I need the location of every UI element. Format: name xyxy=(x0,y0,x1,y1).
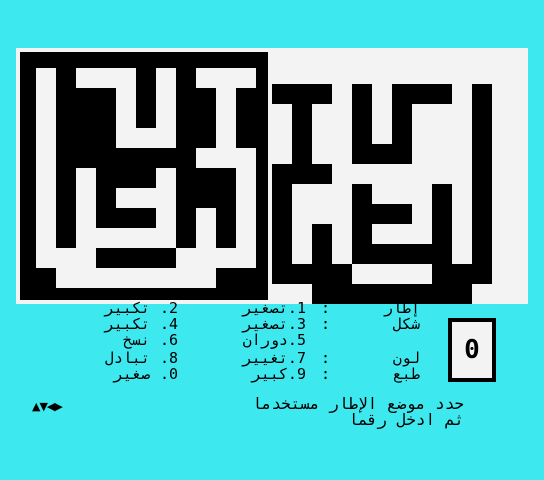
menu-label-shape: شكل xyxy=(392,315,420,333)
instruction-line-2: ثم ادخل رقما xyxy=(348,410,464,429)
menu-label-print: طبع xyxy=(392,365,420,383)
menu-option-number: 8. xyxy=(159,349,178,367)
menu-option-color-change[interactable]: 7.تغيير xyxy=(242,349,306,367)
calligraphy-artwork xyxy=(16,48,528,304)
instruction-line-1: حدد موضع الإطار مستخدما xyxy=(252,394,464,413)
menu-option-shape-shrink[interactable]: 3.تصغير xyxy=(242,315,306,333)
menu-option-color-swap[interactable]: تبادل xyxy=(104,349,150,367)
artwork-canvas[interactable] xyxy=(16,48,528,304)
menu-option-number: 0. xyxy=(159,365,178,383)
left-glyph-stroke xyxy=(156,168,176,228)
right-glyph-stroke xyxy=(272,184,292,284)
menu-row-color xyxy=(40,350,420,366)
menu-option-number: 4. xyxy=(159,315,178,333)
right-glyph-stroke xyxy=(352,84,372,164)
menu-row-rotate xyxy=(40,332,420,348)
left-glyph-stroke xyxy=(76,68,136,88)
right-glyph-stroke xyxy=(472,84,492,284)
menu-separator: : xyxy=(320,365,330,383)
menu-option-shape-enlarge[interactable]: تكبير xyxy=(104,315,150,333)
left-glyph-stroke xyxy=(56,268,216,288)
arrow-keys-icon: ▲▼◀▶ xyxy=(32,400,62,413)
menu-option-frame-enlarge[interactable]: تكبير xyxy=(104,299,150,317)
right-glyph-stroke xyxy=(272,164,332,184)
left-glyph-stroke xyxy=(96,228,176,248)
left-glyph-stroke xyxy=(116,88,136,128)
right-glyph-stroke xyxy=(352,244,432,264)
left-glyph-stroke xyxy=(156,68,176,148)
left-glyph-stroke xyxy=(196,208,216,248)
command-menu xyxy=(40,300,420,384)
right-glyph-stroke xyxy=(392,104,412,144)
menu-label-frame: إطار xyxy=(383,299,420,317)
left-glyph-stroke xyxy=(196,68,256,88)
menu-label-color: لون xyxy=(392,349,420,367)
right-glyph-stroke xyxy=(312,224,332,264)
left-glyph-stroke xyxy=(236,168,256,268)
menu-option-frame-shrink[interactable]: 1.تصغير xyxy=(242,299,306,317)
right-glyph-stroke xyxy=(372,204,412,224)
right-glyph-stroke xyxy=(432,184,452,284)
left-glyph-stroke xyxy=(196,148,256,168)
left-glyph-stroke xyxy=(216,88,236,148)
menu-separator: : xyxy=(320,299,330,317)
menu-option-copy[interactable]: نسخ xyxy=(122,331,150,349)
number-input-value: 0 xyxy=(464,335,480,365)
menu-row-print xyxy=(40,366,420,382)
right-glyph-stroke xyxy=(272,84,332,104)
right-glyph-stroke xyxy=(352,184,372,244)
menu-separator: : xyxy=(320,315,330,333)
left-glyph-stroke xyxy=(116,188,156,208)
number-input-inner xyxy=(452,322,492,378)
left-glyph-stroke xyxy=(176,248,236,268)
menu-option-rotate[interactable]: 5.دوران xyxy=(242,331,306,349)
menu-option-number: 6. xyxy=(159,331,178,349)
menu-option-print-large[interactable]: 9.كبير xyxy=(251,365,306,383)
menu-separator: : xyxy=(320,349,330,367)
left-glyph-stroke xyxy=(36,68,56,268)
menu-option-print-small[interactable]: صغير xyxy=(113,365,150,383)
menu-row-shape xyxy=(40,316,420,332)
menu-option-number: 2. xyxy=(159,299,178,317)
right-glyph-stroke xyxy=(292,264,352,284)
right-glyph-stroke xyxy=(292,104,312,164)
number-input-box[interactable] xyxy=(448,318,496,382)
menu-row-frame xyxy=(40,300,420,316)
right-glyph-stroke xyxy=(392,84,452,104)
left-glyph-stroke xyxy=(76,168,96,268)
